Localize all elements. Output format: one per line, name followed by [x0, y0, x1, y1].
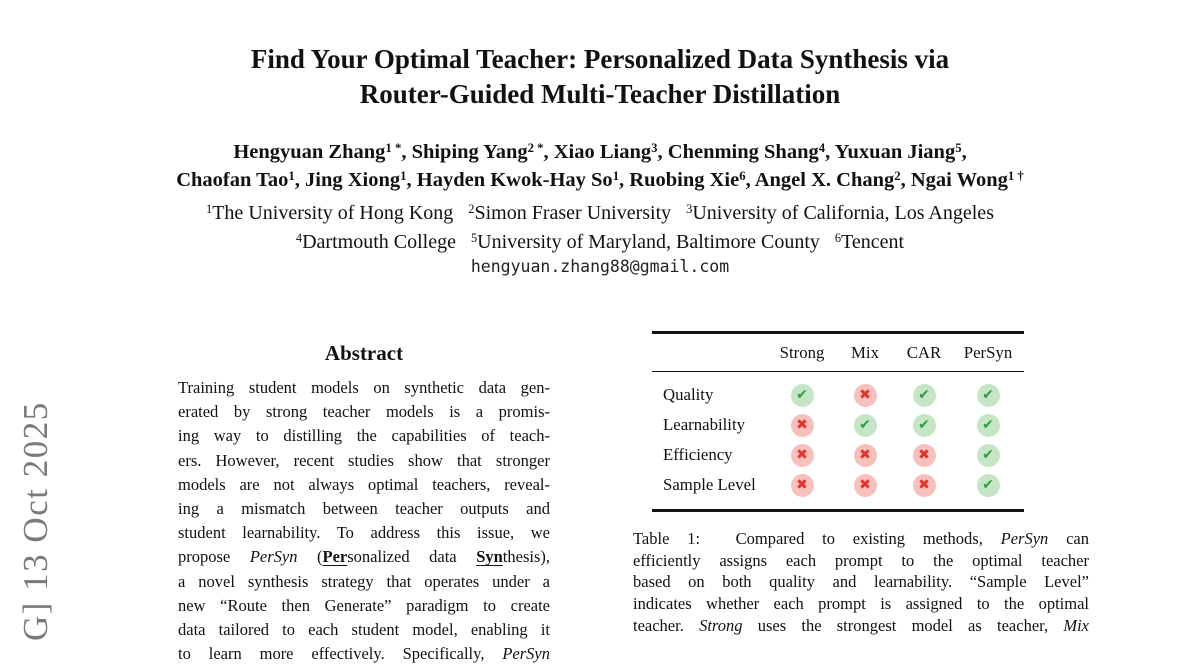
- table-cell: [952, 444, 1024, 467]
- paper-title-line2: Router-Guided Multi-Teacher Distillation: [359, 79, 841, 109]
- author-affiliation-marker: 2 *: [527, 141, 544, 156]
- table-cell: [834, 444, 896, 467]
- text-segment: Table 1: Compared to existing methods,: [633, 529, 1001, 548]
- caption-line: [633, 550, 1089, 572]
- author-separator: ,: [619, 169, 630, 191]
- author: [755, 169, 911, 191]
- table-body: [652, 372, 1024, 509]
- check-icon: ✔: [854, 414, 877, 437]
- text-segment: ers. However, recent studies show that stronger: [178, 450, 550, 470]
- author: [554, 141, 668, 163]
- author-separator: ,: [745, 169, 755, 191]
- text-segment: uses the strongest model as teacher,: [742, 615, 1064, 635]
- affiliation-marker: 6: [834, 230, 842, 245]
- text-segment: propose: [178, 547, 250, 567]
- text-segment: PerSyn: [502, 644, 550, 664]
- paper-title: [0, 42, 1200, 112]
- affiliation-name: The University of Hong Kong: [212, 202, 454, 224]
- text-segment: ing way to distilling the capabilities of teach-: [178, 426, 550, 446]
- table-row: [652, 380, 1024, 410]
- affiliation-line-1: [0, 200, 1200, 229]
- affiliation-marker: 4: [295, 230, 303, 245]
- table-cell: [952, 414, 1024, 437]
- author-name: Angel X. Chang: [754, 169, 895, 191]
- text-segment: a novel synthesis strategy that operates under a: [178, 571, 550, 591]
- table-1-caption: [633, 528, 1089, 636]
- table-cell: [896, 444, 952, 467]
- table-cell: [834, 384, 896, 407]
- author: [835, 141, 967, 163]
- row-label: Sample Level: [663, 475, 756, 494]
- author: [305, 169, 417, 191]
- text-segment: data tailored to each student model, enabling it: [178, 619, 550, 639]
- text-segment: Training student models on synthetic data gen-: [178, 378, 550, 397]
- check-icon: ✔: [977, 384, 1000, 407]
- author-separator: ,: [406, 169, 417, 191]
- cross-icon: ✖: [913, 474, 936, 497]
- abstract-line: [178, 473, 550, 497]
- cross-icon: ✖: [791, 474, 814, 497]
- table-column-header: Mix: [851, 342, 879, 362]
- affiliation-name: University of Maryland, Baltimore County: [477, 230, 820, 253]
- author-name: Yuxuan Jiang: [834, 141, 956, 163]
- author-separator: ,: [825, 141, 835, 163]
- table-column-header: Strong: [779, 342, 825, 362]
- abstract-text: [178, 376, 550, 666]
- table-header-row: [652, 334, 1024, 371]
- affiliation-name: Tencent: [841, 230, 905, 253]
- table-column-header: CAR: [906, 342, 942, 362]
- affiliation-name: Dartmouth College: [302, 230, 456, 253]
- text-segment: indicates whether each prompt is assigned to the optimal: [633, 594, 1089, 614]
- text-segment: efficiently assigns each prompt to the optimal teacher: [633, 550, 1089, 570]
- check-icon: ✔: [913, 384, 936, 407]
- author-name: Xiao Liang: [553, 141, 652, 163]
- table-cell: [770, 414, 834, 437]
- table-row: [652, 470, 1024, 500]
- arxiv-watermark: G] 13 Oct 2025: [16, 401, 55, 641]
- affiliation: [835, 231, 904, 253]
- author-affiliation-marker: 1: [288, 169, 295, 184]
- caption-line: [633, 571, 1089, 593]
- table-cell: [896, 384, 952, 407]
- author-line-1: [0, 139, 1200, 167]
- text-segment: teacher.: [633, 615, 700, 635]
- table-cell: [896, 414, 952, 437]
- table-cell: [770, 384, 834, 407]
- table-row: [652, 410, 1024, 440]
- cross-icon: ✖: [791, 414, 814, 437]
- author-affiliation-marker: 3: [651, 141, 658, 156]
- affiliation-name: Simon Fraser University: [474, 202, 672, 224]
- author: [233, 141, 411, 163]
- check-icon: ✔: [977, 474, 1000, 497]
- table-cell: [952, 474, 1024, 497]
- abstract-line: [178, 570, 550, 594]
- author-separator: ,: [294, 169, 306, 191]
- author-separator: ,: [961, 141, 967, 163]
- text-segment: (: [297, 547, 323, 567]
- check-icon: ✔: [913, 414, 936, 437]
- author-list: [0, 139, 1200, 195]
- affiliation: [468, 202, 671, 224]
- text-segment: PerSyn: [1000, 529, 1049, 548]
- abstract-line: [178, 376, 550, 400]
- text-segment: to learn more effectively. Specifically,: [178, 644, 503, 664]
- paper-title-line1: Find Your Optimal Teacher: Personalized Data Synthesis via: [250, 44, 950, 74]
- text-segment: erated by strong teacher models is a promis-: [178, 402, 550, 422]
- abstract-section: [178, 340, 550, 666]
- cross-icon: ✖: [854, 384, 877, 407]
- author-separator: ,: [543, 141, 554, 163]
- table-cell: [770, 444, 834, 467]
- text-segment: new “Route then Generate” paradigm to create: [178, 595, 550, 615]
- author-affiliation-marker: 1 *: [385, 141, 402, 156]
- author-separator: ,: [401, 141, 412, 163]
- affiliation-line-2: [0, 229, 1200, 258]
- abstract-line: [178, 400, 550, 424]
- abstract-line: [178, 424, 550, 448]
- text-segment: sonalized data: [347, 547, 477, 567]
- text-segment: can: [1048, 529, 1090, 548]
- table-column-header: PerSyn: [963, 342, 1013, 362]
- text-segment: Syn: [476, 547, 503, 567]
- abstract-line: [178, 642, 550, 666]
- author: [911, 169, 1024, 191]
- text-segment: student learnability. To address this issue, we: [178, 523, 550, 543]
- author-affiliation-marker: 5: [955, 141, 962, 156]
- abstract-line: [178, 545, 550, 569]
- check-icon: ✔: [791, 384, 814, 407]
- affiliation: [296, 231, 456, 253]
- author-affiliation-marker: 2: [894, 169, 901, 184]
- check-icon: ✔: [977, 414, 1000, 437]
- text-segment: PerSyn: [249, 547, 298, 567]
- author-name: Hayden Kwok-Hay So: [416, 169, 613, 191]
- affiliation: [686, 202, 994, 224]
- author-name: Chaofan Tao: [176, 169, 289, 191]
- cross-icon: ✖: [913, 444, 936, 467]
- affiliations: [0, 200, 1200, 257]
- author-affiliation-marker: 1 †: [1007, 169, 1024, 184]
- author-affiliation-marker: 1: [612, 169, 620, 184]
- abstract-line: [178, 449, 550, 473]
- table-cell: [770, 474, 834, 497]
- table-cell: [834, 414, 896, 437]
- author-separator: ,: [900, 169, 911, 191]
- affiliation: [206, 202, 453, 224]
- abstract-line: [178, 618, 550, 642]
- abstract-line: [178, 594, 550, 618]
- text-segment: ing a mismatch between teacher outputs and: [178, 498, 550, 518]
- author-separator: ,: [657, 141, 668, 163]
- author-name: Chenming Shang: [667, 141, 819, 163]
- abstract-line: [178, 521, 550, 545]
- author: [668, 141, 835, 163]
- caption-line: [633, 615, 1089, 637]
- caption-line: [633, 528, 1089, 550]
- text-segment: Per: [322, 547, 348, 567]
- table-1: [652, 331, 1024, 512]
- text-segment: based on both quality and learnability. “Sample Level”: [633, 572, 1089, 592]
- abstract-heading: Abstract: [324, 341, 404, 365]
- affiliation-marker: 1: [206, 202, 213, 217]
- table-row: [652, 440, 1024, 470]
- cross-icon: ✖: [854, 474, 877, 497]
- check-icon: ✔: [977, 444, 1000, 467]
- caption-line: [633, 593, 1089, 615]
- author: [412, 141, 554, 163]
- text-segment: Strong: [699, 615, 743, 635]
- author-name: Shiping Yang: [411, 141, 528, 163]
- table-cell: [952, 384, 1024, 407]
- text-segment: Mix: [1063, 615, 1089, 635]
- author-name: Hengyuan Zhang: [233, 141, 386, 163]
- table-cell: [896, 474, 952, 497]
- affiliation-marker: 2: [468, 202, 475, 217]
- author: [176, 169, 305, 191]
- author-name: Jing Xiong: [305, 169, 401, 191]
- table-cell: [834, 474, 896, 497]
- author-affiliation-marker: 6: [739, 169, 746, 184]
- abstract-line: [178, 497, 550, 521]
- author-affiliation-marker: 4: [818, 141, 826, 156]
- row-label: Quality: [663, 385, 714, 404]
- cross-icon: ✖: [854, 444, 877, 467]
- table-bottom-rule: [652, 509, 1024, 512]
- row-label: Efficiency: [663, 445, 733, 464]
- contact-email: hengyuan.zhang88@gmail.com: [470, 257, 730, 276]
- text-segment: models are not always optimal teachers, reveal-: [178, 474, 550, 494]
- author-line-2: [0, 167, 1200, 195]
- text-segment: thesis),: [502, 547, 551, 567]
- cross-icon: ✖: [791, 444, 814, 467]
- affiliation: [471, 231, 820, 253]
- author-name: Ruobing Xie: [629, 169, 740, 191]
- author: [417, 169, 630, 191]
- author-name: Ngai Wong: [910, 169, 1008, 191]
- affiliation-name: University of California, Los Angeles: [692, 202, 994, 224]
- author: [629, 169, 754, 191]
- author-affiliation-marker: 1: [400, 169, 407, 184]
- row-label: Learnability: [663, 415, 746, 434]
- affiliation-marker: 3: [686, 202, 693, 217]
- affiliation-marker: 5: [470, 230, 478, 245]
